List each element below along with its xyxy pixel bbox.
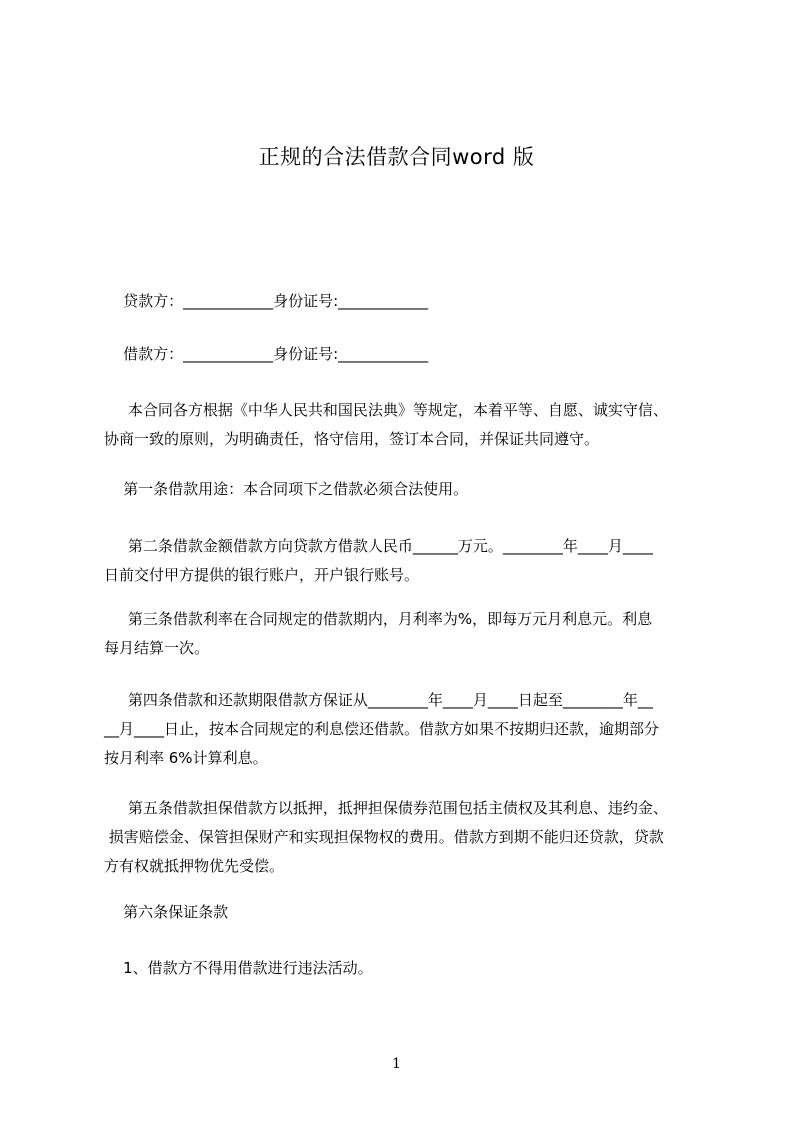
paragraph-line: 本合同各方根据《中华人民共和国民法典》等规定，本着平等、自愿、诚实守信、 <box>104 401 668 419</box>
paragraph-line: 第六条保证条款 <box>104 903 229 921</box>
paragraph-line: 协商一致的原则，为明确责任，恪守信用，签订本合同，并保证共同遵守。 <box>104 430 600 448</box>
paragraph-line: 第二条借款金额借款方向贷款方借款人民币______万元。________年____月____ <box>104 537 653 555</box>
paragraph-line: 方有权就抵押物优先受偿。 <box>104 857 285 875</box>
paragraph-line: __月____日止，按本合同规定的利息偿还借款。借款方如果不按期归还款，逾期部分 <box>104 720 660 738</box>
paragraph-preamble <box>104 396 704 454</box>
paragraph-line: 第四条借款和还款期限借款方保证从________年____月____日起至________年__ <box>104 691 653 709</box>
paragraph-line: 第一条借款用途：本合同项下之借款必须合法使用。 <box>104 480 469 498</box>
paragraph-article-1 <box>104 475 704 504</box>
paragraph-line: 贷款方：____________身份证号:____________ <box>104 292 429 310</box>
paragraph-line: 损害赔偿金、保管担保财产和实现担保物权的费用。借款方到期不能归还贷款，贷款 <box>104 828 664 846</box>
paragraph-line: 按月利率 6%计算利息。 <box>104 749 268 767</box>
paragraph-line: 第五条借款担保借款方以抵押，抵押担保债券范围包括主债权及其利息、违约金、 <box>104 799 668 817</box>
page-number: 1 <box>392 1056 401 1072</box>
paragraph-line: 1、借款方不得用借款进行违法活动。 <box>104 959 373 977</box>
paragraph-borrower <box>104 340 704 369</box>
paragraph-article-3 <box>104 605 704 663</box>
paragraph-line: 每月结算一次。 <box>104 639 210 657</box>
paragraph-lender <box>104 287 704 316</box>
paragraph-line: 第三条借款利率在合同规定的借款期内，月利率为%，即每万元月利息元。利息 <box>104 610 653 628</box>
paragraph-clause-6-1 <box>104 954 704 983</box>
paragraph-article-6 <box>104 898 704 927</box>
paragraph-article-5 <box>104 794 704 881</box>
document-title: 正规的合法借款合同word 版 <box>258 145 535 169</box>
paragraph-article-4 <box>104 686 704 773</box>
paragraph-article-2 <box>104 532 704 590</box>
paragraph-line: 日前交付甲方提供的银行账户，开户银行账号。 <box>104 566 420 584</box>
paragraph-line: 借款方：____________身份证号:____________ <box>104 345 429 363</box>
